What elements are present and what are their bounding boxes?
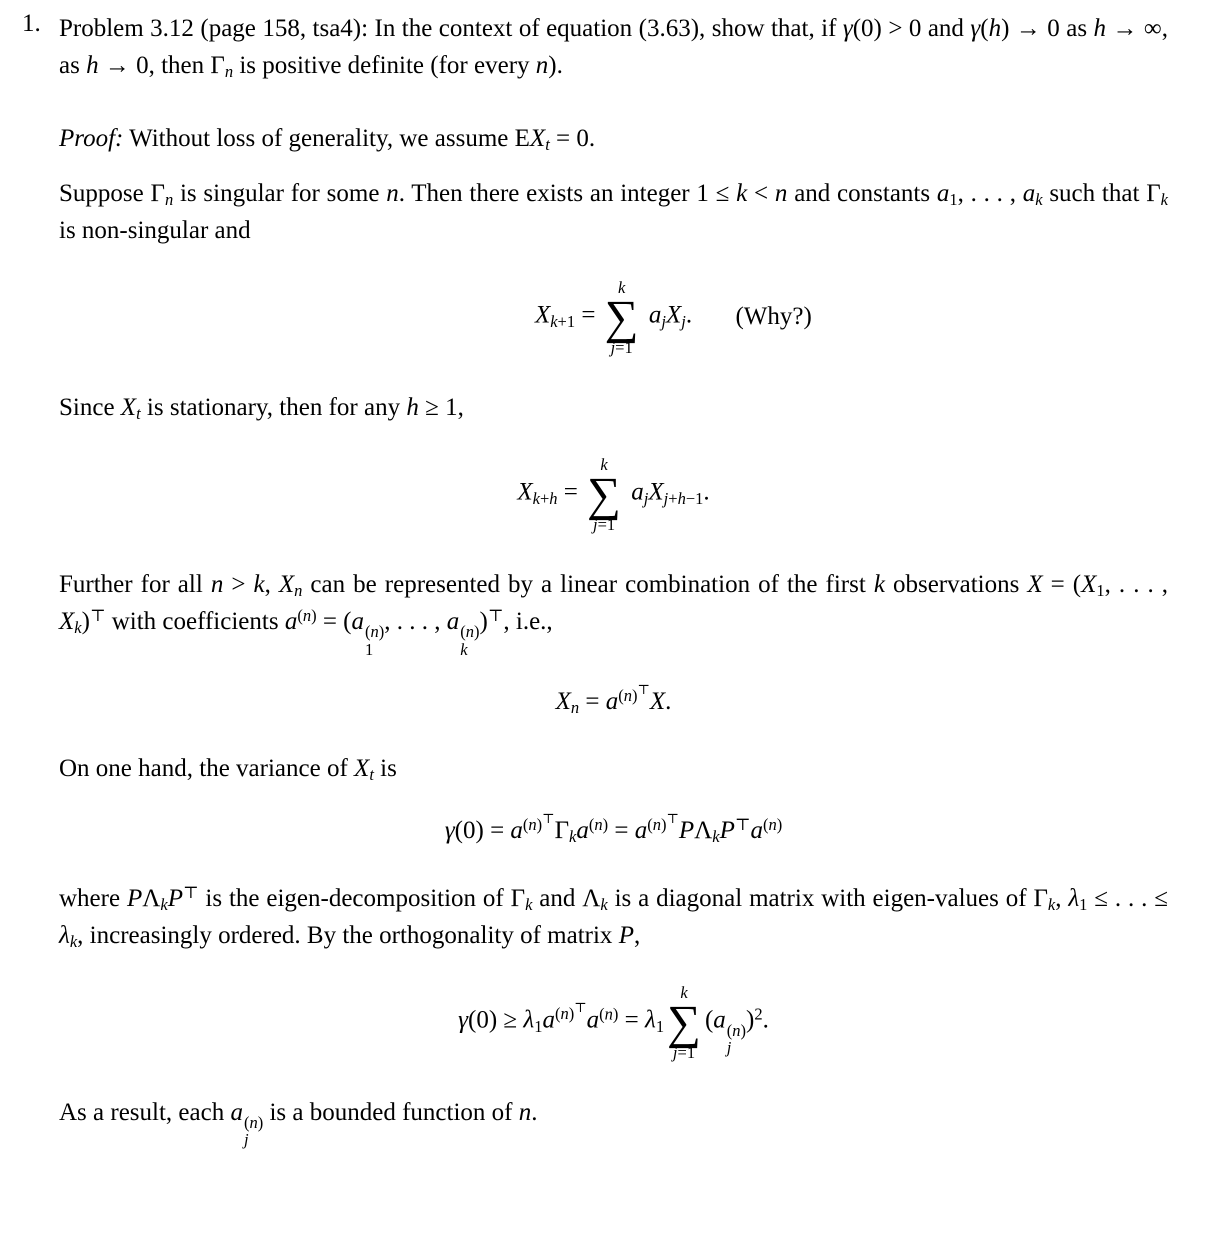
paragraph-since: Since $X_t$ is stationary, then for any h ≥ 1, xyxy=(59,393,464,424)
paragraph-further: Further for all n > k, $X_n$ can be represented by a linear combination of the first k observations $X = (X_1$, . . . , $X_k)^⊤$ with coefficients $a^{(n)} = (a$ (n) 1 , . . . , a (n) k )⊤, i.e., xyxy=(59,570,1169,659)
problem-statement: Problem 3.12 (page 158, tsa4): In the context of equation (3.63), show that, if γ(0) > 0 and γ(h) → 0 as h → ∞, as h → 0, then $\Gamma_n$ is positive definite (for every n). xyxy=(59,15,1169,82)
equation-1-body: $X_{k+1}$ = k ∑ j=1 $a_jX_j$. xyxy=(534,278,693,358)
paragraph-suppose: Suppose $\Gamma_n$ is singular for some n. Then there exists an integer 1 ≤ k < n and constants $a_1$, . . . , $a_k$ such that $\Gamma_k$ is non-singular and xyxy=(59,180,1168,244)
equation-why-label: (Why?) xyxy=(735,302,812,330)
paragraph-variance: On one hand, the variance of $X_t$ is xyxy=(59,755,397,785)
paragraph-where: where $P\Lambda_kP^⊤$ is the eigen-decomposition of $\Gamma_k$ and $\Lambda_k$ is a diagonal matrix with eigen-values of $\Gamma_k$, $\lambda_1$ ≤ . . . ≤ $\lambda_k$, increasingly ordered. By the orthogonality of matrix P, xyxy=(59,882,1168,951)
item-number: 1. xyxy=(22,10,41,37)
equation-4 xyxy=(59,810,1168,848)
proof-paragraph xyxy=(59,120,1168,157)
equation-5-body: $\gamma(0) \ge \lambda_1a^{(n)^⊤}a^{(n)} = \lambda_1$ k ∑ j=1 (a (n) j )$^2$. xyxy=(458,982,769,1062)
equation-2 xyxy=(59,454,1168,534)
equation-1 xyxy=(59,277,1168,357)
equation-5 xyxy=(59,982,1168,1062)
equation-4-body: $\gamma(0) = a^{(n)^⊤}\Gamma_ka^{(n)} = a^{(n)^⊤}P\Lambda_kP^⊤a^{(n)}$ xyxy=(444,810,783,847)
equation-3 xyxy=(59,681,1168,719)
equation-2-body: $X_{k+h}$ = k ∑ j=1 $a_jX_{j+h-1}$. xyxy=(517,454,710,535)
proof-text: Without loss of generality, we assume $EX_t = 0$. xyxy=(123,125,596,155)
proof-label: Proof: xyxy=(59,125,124,152)
equation-3-body: $X_n = a^{(n)^⊤}X$. xyxy=(555,681,672,717)
problem-item xyxy=(22,10,1168,1149)
paragraph-result: As a result, each a (n) j is a bounded function of n. xyxy=(59,1098,538,1150)
